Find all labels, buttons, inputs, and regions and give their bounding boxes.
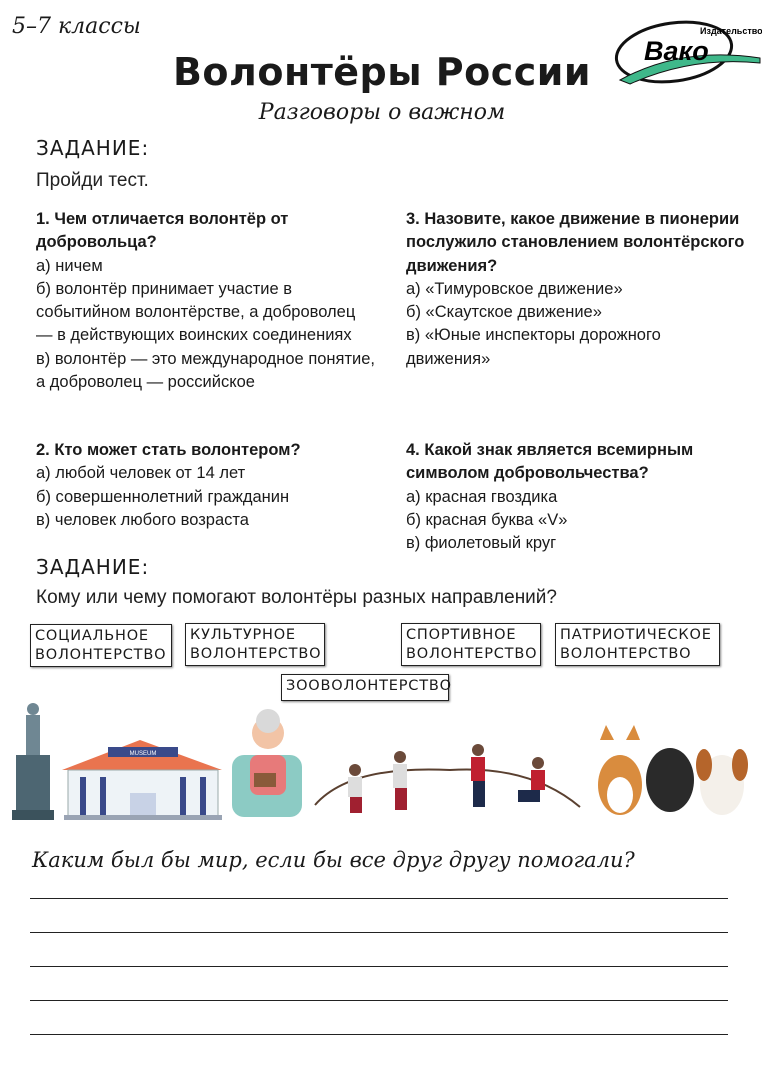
box-zoo-volunteering[interactable]: ЗООВОЛОНТЕРСТВО (281, 674, 449, 701)
task-heading: ЗАДАНИЕ: (36, 136, 150, 160)
box-patriotic-volunteering[interactable]: ПАТРИОТИЧЕСКОЕ ВОЛОНТЕРСТВО (555, 623, 720, 666)
question-text: 4. Какой знак является всемирным символом добровольчества? (406, 441, 694, 483)
answer-option[interactable]: б) совершеннолетний гражданин (36, 487, 290, 506)
answer-line[interactable] (30, 898, 728, 899)
answer-option[interactable]: а) ничем (36, 256, 103, 275)
task-instruction: Кому или чему помогают волонтёры разных направлений? (36, 587, 557, 608)
answer-option[interactable]: а) красная гвоздика (406, 487, 558, 506)
grade-label: 5–7 классы (12, 14, 141, 39)
question-text: 1. Чем отличается волонтёр от добровольца? (36, 210, 289, 252)
question-4 (406, 439, 746, 555)
task-heading: ЗАДАНИЕ: (36, 555, 150, 579)
museum-icon (62, 740, 222, 820)
answer-option[interactable]: а) «Тимуровское движение» (406, 279, 623, 298)
box-social-volunteering[interactable]: СОЦИАЛЬНОЕ ВОЛОНТЕРСТВО (30, 624, 172, 667)
box-sport-volunteering[interactable]: СПОРТИВНОЕ ВОЛОНТЕРСТВО (401, 623, 541, 666)
illustrations (10, 695, 760, 830)
answer-option[interactable]: в) волонтёр — это международное понятие, а доброволец — российское (36, 349, 376, 392)
reflection-question: Каким был бы мир, если бы все друг другу помогали? (32, 848, 635, 872)
question-text: 3. Назовите, какое движение в пионерии послужило становлением волонтёрского движения? (406, 210, 745, 275)
answer-line[interactable] (30, 1034, 728, 1035)
dogs-icon (598, 725, 748, 815)
answer-option[interactable]: б) красная буква «V» (406, 510, 568, 529)
monument-icon (12, 703, 54, 820)
answer-option[interactable]: б) «Скаутское движение» (406, 303, 602, 322)
question-2 (36, 439, 376, 532)
box-cultural-volunteering[interactable]: КУЛЬТУРНОЕ ВОЛОНТЕРСТВО (185, 623, 325, 666)
answer-line[interactable] (30, 966, 728, 967)
elderly-woman-icon (232, 709, 302, 817)
svg-text:MUSEUM: MUSEUM (129, 751, 157, 757)
answer-option[interactable]: в) «Юные инспекторы дорожного движения» (406, 326, 661, 368)
answer-option[interactable]: в) человек любого возраста (36, 510, 249, 529)
children-icon (348, 744, 545, 813)
page-title: Волонтёры России (172, 50, 592, 94)
answer-option[interactable]: в) фиолетовый круг (406, 534, 557, 553)
question-3 (406, 208, 746, 371)
answer-line[interactable] (30, 1000, 728, 1001)
answer-line[interactable] (30, 932, 728, 933)
svg-text:Вако: Вако (644, 36, 709, 66)
page-subtitle: Разговоры о важном (258, 100, 506, 125)
answer-option[interactable]: б) волонтёр принимает участие в событийном волонтёрстве, а доброволец — в действующих воинских соединениях (36, 279, 356, 345)
answer-option[interactable]: а) любой человек от 14 лет (36, 464, 246, 483)
question-1 (36, 208, 376, 394)
svg-text:Издательство: Издательство (700, 26, 762, 36)
publisher-logo (612, 18, 762, 88)
question-text: 2. Кто может стать волонтером? (36, 441, 301, 459)
task-instruction: Пройди тест. (36, 170, 149, 191)
